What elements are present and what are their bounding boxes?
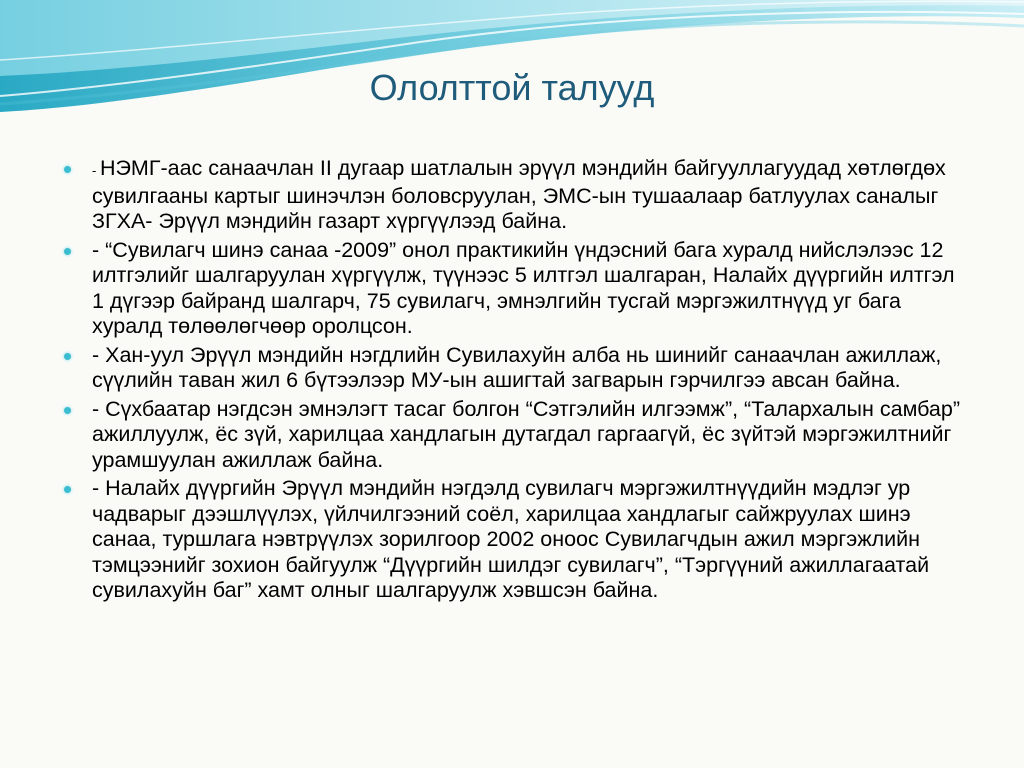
slide-title: Ололттой талууд	[369, 67, 655, 108]
bullet-dot-icon	[64, 353, 71, 360]
bullet-item	[64, 156, 964, 235]
bullet-dot-icon	[64, 166, 71, 173]
bullet-dot-icon	[64, 407, 71, 414]
bullet-text: НЭМГ-аас санаачлан II дугаар шатлалын эрүүл мэндийн байгууллагуудад хөтлөгдөх сувилгааны картыг шинэчлэн боловсруулан, ЭМС-ын тушаалаар батлуулах саналыг ЗГХА- Эрүүл мэндийн газарт хүргүүлээд байна.	[92, 156, 946, 233]
bullet-list	[64, 156, 964, 607]
bullet-dot-icon	[64, 248, 71, 255]
bullet-text: - Сүхбаатар нэгдсэн эмнэлэгт тасаг болгон “Сэтгэлийн илгээмж”, “Талархалын самбар” ажиллуулж, ёс зүй, харилцаа хандлагын дутагдал гаргаагүй, ёс зүйтэй мэргэжилтнийг урамшуулан ажиллаж байна.	[92, 396, 960, 472]
bullet-item	[64, 397, 964, 474]
bullet-text: - “Сувилагч шинэ санаа -2009” онол практикийн үндэсний бага хуралд нийслэлээс 12 илтгэлийг шалгаруулан хүргүүлж, түүнээс 5 илтгэл шалгаран, Налайх дүүргийн илтгэл 1 дүгээр байранд шалгарч, 75 сувилагч, эмнэлгийн тусгай мэргэжилтнүүд уг бага хуралд төлөөлөгчөөр оролцсон.	[92, 237, 955, 338]
bullet-item	[64, 238, 964, 340]
bullet-dot-icon	[64, 486, 71, 493]
bullet-item	[64, 476, 964, 604]
bullet-prefix: -	[92, 163, 100, 178]
bullet-text: - Хан-уул Эрүүл мэндийн нэгдлийн Сувилахуйн алба нь шинийг санаачлан ажиллаж, сүүлийн таван жил 6 бүтээлээр МУ-ын ашигтай загварын гэрчилгээ авсан байна.	[92, 342, 942, 392]
bullet-item	[64, 343, 964, 394]
bullet-text: - Налайх дүүргийн Эрүүл мэндийн нэгдэлд сувилагч мэргэжилтнүүдийн мэдлэг ур чадварыг дээшлүүлэх, үйлчилгээний соёл, харилцаа хандлагыг сайжруулах шинэ санаа, туршлага нэвтрүүлэх зорилгоор 2002 оноос Сувилагчдын ажил мэргэжлийн тэмцээнийг зохион байгуулж “Дүүргийн шилдэг сувилагч”, “Тэргүүний ажиллагаатай сувилахуйн баг” хамт олныг шалгаруулж хэвшсэн байна.	[92, 476, 930, 602]
header-wave-decoration	[0, 0, 1024, 130]
